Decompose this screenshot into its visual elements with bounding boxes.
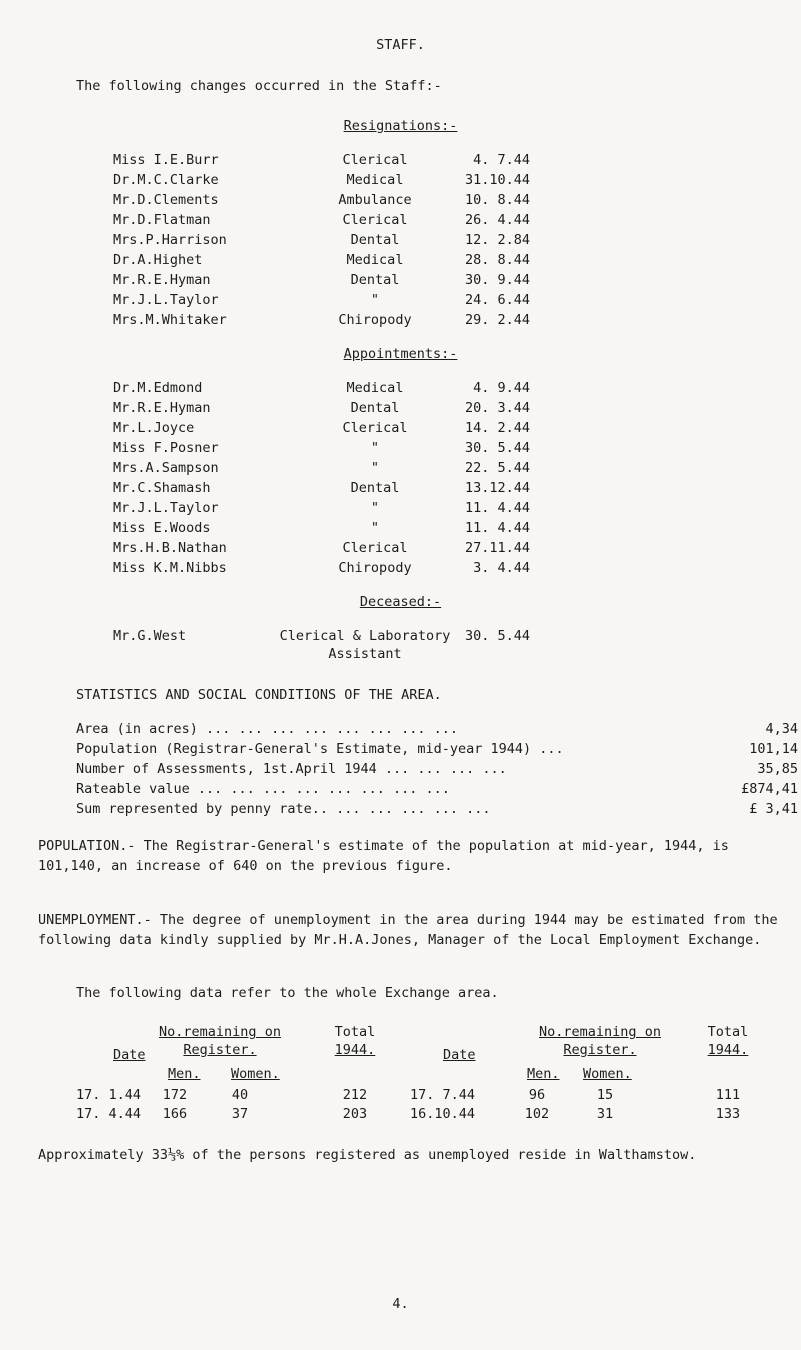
page-number: 4. — [392, 1296, 409, 1312]
table-total: 212 — [342, 1087, 368, 1103]
table-men: 102 — [524, 1106, 550, 1122]
staff-dept: Clerical — [342, 540, 408, 556]
staff-name: Mr.L.Joyce — [113, 420, 195, 436]
staff-date: 31.10.44 — [464, 172, 530, 188]
statistic-value: £ 3,41 — [749, 801, 798, 817]
year-header: 1944. — [334, 1042, 376, 1058]
statistic-label: Number of Assessments, 1st.April 1944 ... ... ... ... — [76, 761, 507, 777]
staff-dept: " — [370, 520, 380, 536]
men-header: Men. — [168, 1066, 201, 1082]
staff-name: Mr.G.West — [113, 628, 187, 644]
date-header-right: Date — [443, 1047, 476, 1063]
table-date: 17. 4.44 — [76, 1106, 142, 1122]
staff-date: 10. 8.44 — [464, 192, 530, 208]
staff-dept-continued: Assistant — [328, 646, 402, 662]
staff-name: Mr.R.E.Hyman — [113, 272, 211, 288]
staff-name: Miss E.Woods — [113, 520, 211, 536]
table-date: 16.10.44 — [410, 1106, 476, 1122]
staff-dept: Medical — [346, 380, 404, 396]
staff-date: 12. 2.84 — [464, 232, 530, 248]
staff-name: Mr.J.L.Taylor — [113, 500, 219, 516]
staff-dept: " — [370, 460, 380, 476]
population-paragraph: POPULATION.- The Registrar-General's estimate of the population at mid-year, 1944, is 101,140, an increase of 640 on the previous figure. — [38, 838, 729, 874]
table-women: 31 — [596, 1106, 614, 1122]
staff-date: 4. 7.44 — [473, 152, 530, 168]
staff-dept: Ambulance — [338, 192, 412, 208]
staff-dept: Chiropody — [338, 560, 412, 576]
year-header-right: 1944. — [707, 1042, 749, 1058]
staff-name: Miss I.E.Burr — [113, 152, 219, 168]
staff-date: 24. 6.44 — [464, 292, 530, 308]
staff-date: 27.11.44 — [464, 540, 530, 556]
table-total: 111 — [715, 1087, 741, 1103]
staff-dept: Dental — [350, 480, 400, 496]
staff-dept: Clerical — [342, 152, 408, 168]
staff-name: Mrs.M.Whitaker — [113, 312, 227, 328]
exchange-area-note: The following data refer to the whole Exchange area. — [76, 985, 499, 1001]
staff-name: Mrs.P.Harrison — [113, 232, 227, 248]
date-header: Date — [113, 1047, 146, 1063]
staff-date: 3. 4.44 — [473, 560, 530, 576]
table-men: 166 — [162, 1106, 188, 1122]
resignations-heading: Resignations:- — [343, 118, 458, 134]
staff-dept: Clerical — [342, 420, 408, 436]
staff-date: 11. 4.44 — [464, 520, 530, 536]
table-women: 40 — [231, 1087, 249, 1103]
staff-date: 22. 5.44 — [464, 460, 530, 476]
remaining-header-right: No.remaining on — [539, 1024, 661, 1040]
statistic-value: 101,14 — [749, 741, 798, 757]
statistics-heading: STATISTICS AND SOCIAL CONDITIONS OF THE AREA. — [76, 687, 442, 703]
staff-name: Dr.M.C.Clarke — [113, 172, 219, 188]
staff-date: 11. 4.44 — [464, 500, 530, 516]
table-total: 133 — [715, 1106, 741, 1122]
women-header-right: Women. — [583, 1066, 632, 1082]
table-women: 15 — [596, 1087, 614, 1103]
staff-dept: Medical — [346, 252, 404, 268]
staff-name: Miss F.Posner — [113, 440, 219, 456]
total-header: Total — [334, 1024, 376, 1040]
staff-dept: Dental — [350, 272, 400, 288]
statistic-value: 4,34 — [765, 721, 798, 737]
statistic-value: £874,41 — [741, 781, 798, 797]
staff-name: Mr.D.Clements — [113, 192, 219, 208]
unemployment-paragraph: UNEMPLOYMENT.- The degree of unemployment in the area during 1944 may be estimated from the following data kindly supplied by Mr.H.A.Jones, Manager of the Local Employment Exchange. — [38, 912, 778, 948]
staff-name: Mr.D.Flatman — [113, 212, 211, 228]
table-date: 17. 1.44 — [76, 1087, 142, 1103]
staff-date: 30. 5.44 — [464, 440, 530, 456]
remaining-header: No.remaining on — [159, 1024, 281, 1040]
staff-name: Miss K.M.Nibbs — [113, 560, 227, 576]
statistic-label: Population (Registrar-General's Estimate, mid-year 1944) ... — [76, 741, 564, 757]
staff-date: 26. 4.44 — [464, 212, 530, 228]
staff-dept: Dental — [350, 232, 400, 248]
staff-name: Mr.R.E.Hyman — [113, 400, 211, 416]
staff-name: Mr.C.Shamash — [113, 480, 211, 496]
staff-name: Dr.A.Highet — [113, 252, 203, 268]
statistic-value: 35,85 — [757, 761, 798, 777]
register-header: Register. — [183, 1042, 257, 1058]
staff-dept: Dental — [350, 400, 400, 416]
staff-date: 29. 2.44 — [464, 312, 530, 328]
statistic-label: Sum represented by penny rate.. ... ... ... ... ... — [76, 801, 491, 817]
intro-text: The following changes occurred in the Staff:- — [76, 78, 442, 94]
men-header-right: Men. — [527, 1066, 560, 1082]
table-men: 96 — [528, 1087, 546, 1103]
table-total: 203 — [342, 1106, 368, 1122]
staff-dept: Medical — [346, 172, 404, 188]
table-women: 37 — [231, 1106, 249, 1122]
staff-date: 30. 5.44 — [464, 628, 530, 644]
staff-dept: " — [370, 440, 380, 456]
register-header-right: Register. — [563, 1042, 637, 1058]
staff-date: 13.12.44 — [464, 480, 530, 496]
staff-name: Mr.J.L.Taylor — [113, 292, 219, 308]
staff-dept: Chiropody — [338, 312, 412, 328]
closing-paragraph: Approximately 33⅓% of the persons registered as unemployed reside in Walthamstow. — [38, 1147, 697, 1163]
staff-dept: Clerical — [342, 212, 408, 228]
staff-date: 30. 9.44 — [464, 272, 530, 288]
staff-name: Mrs.A.Sampson — [113, 460, 219, 476]
staff-dept: Clerical & Laboratory — [279, 628, 451, 644]
deceased-heading: Deceased:- — [359, 594, 442, 610]
table-men: 172 — [162, 1087, 188, 1103]
staff-date: 20. 3.44 — [464, 400, 530, 416]
staff-dept: " — [370, 292, 380, 308]
page-title: STAFF. — [376, 37, 425, 53]
staff-name: Dr.M.Edmond — [113, 380, 203, 396]
statistic-label: Area (in acres) ... ... ... ... ... ... ... ... — [76, 721, 459, 737]
staff-name: Mrs.H.B.Nathan — [113, 540, 227, 556]
women-header: Women. — [231, 1066, 280, 1082]
statistic-label: Rateable value ... ... ... ... ... ... ... ... — [76, 781, 450, 797]
total-header-right: Total — [707, 1024, 749, 1040]
staff-date: 14. 2.44 — [464, 420, 530, 436]
staff-date: 4. 9.44 — [473, 380, 530, 396]
table-date: 17. 7.44 — [410, 1087, 476, 1103]
appointments-heading: Appointments:- — [343, 346, 458, 362]
staff-date: 28. 8.44 — [464, 252, 530, 268]
staff-dept: " — [370, 500, 380, 516]
